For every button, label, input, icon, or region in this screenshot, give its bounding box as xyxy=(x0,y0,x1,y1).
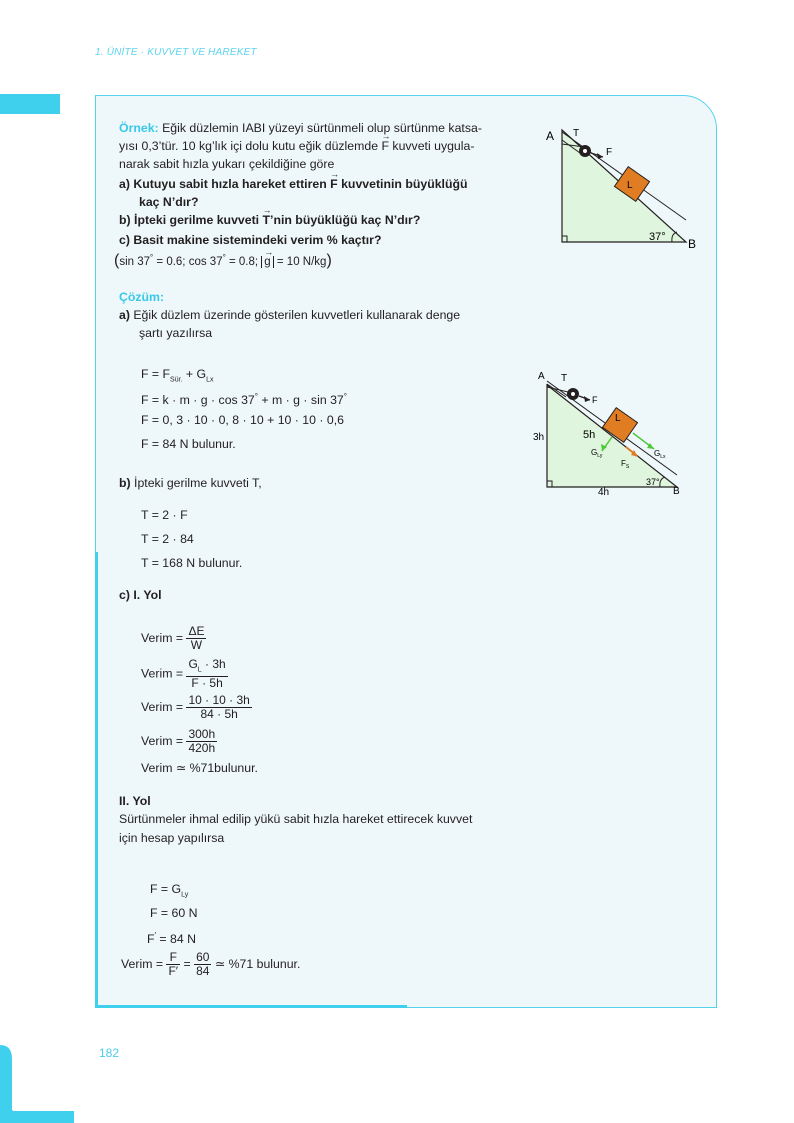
verim-eq-1: Verim = $\frac{\Delta E}{W}$ xyxy=(141,624,205,653)
verim-eq-2: Verim = $\frac{G_L \cdot 3h}{F \cdot 5h}$ xyxy=(141,657,226,691)
question-b: b) İpteki gerilme kuvveti → T’nin büyüklüğü kaç N’dır? xyxy=(119,211,420,229)
svg-text:37°: 37° xyxy=(646,477,660,487)
svg-text:GLx: $G_{Lx}$ xyxy=(654,449,666,460)
yol-2-eq-2: F = 60 N xyxy=(150,906,198,920)
svg-text:5h: 5h xyxy=(583,429,596,441)
solution-label: Çözüm: xyxy=(119,290,165,304)
panel-accent-bar xyxy=(95,552,98,1008)
question-a-line-2: kaç N’dır? xyxy=(139,195,199,209)
yol-2-eq-1: $F = G_{Ly}$ xyxy=(150,882,189,899)
svg-text:L: L xyxy=(615,413,621,424)
svg-text:B: B xyxy=(688,237,697,250)
verim-eq-3: Verim = $\frac{10 \cdot 10 \cdot 3h}{84 \cdot 5h}$ xyxy=(141,693,250,722)
page-corner-marker xyxy=(0,1045,74,1123)
example-line-2: yısı 0,3’tür. 10 kg’lık içi dolu kutu eğik düzlemde → F kuvveti uygula- xyxy=(119,137,474,155)
yol-2-text-1: Sürtünmeler ihmal edilip yükü sabit hızla hareket ettirecek kuvvet xyxy=(119,812,473,826)
svg-text:A: A xyxy=(538,371,545,382)
svg-text:B: B xyxy=(673,486,680,497)
solution-c-heading: c) I. Yol xyxy=(119,588,162,602)
incline-diagram-1 xyxy=(540,120,700,250)
yol-2-text-2: için hesap yapılırsa xyxy=(119,831,225,845)
page-number: 182 xyxy=(99,1046,120,1060)
svg-text:F: F xyxy=(592,395,598,405)
svg-text:T: T xyxy=(573,128,580,139)
question-c: c) Basit makine sistemindeki verim % kaçtır? xyxy=(119,233,382,247)
svg-text:L: L xyxy=(627,180,633,191)
incline-triangle-2 xyxy=(547,385,677,487)
svg-text:4h: 4h xyxy=(598,487,610,498)
svg-text:A: A xyxy=(546,129,555,143)
solution-a-line-1: a) Eğik düzlem üzerinde gösterilen kuvvetleri kullanarak denge xyxy=(119,308,461,322)
yol-2-heading: II. Yol xyxy=(119,794,151,808)
svg-text:3h: 3h xyxy=(533,432,545,443)
verim-result: Verim ≃ %71bulunur. xyxy=(141,761,258,775)
eq-a-1: $F = F_{Sür.} + G_{Lx}$ xyxy=(141,367,214,384)
example-line-1 xyxy=(119,119,482,137)
yol-2-eq-3: F′ = 84 N xyxy=(147,931,197,947)
svg-text:FS: $F_S$ xyxy=(621,459,630,470)
svg-text:37°: 37° xyxy=(649,231,666,243)
eq-a-4: F = 84 N bulunur. xyxy=(141,437,236,451)
question-a: a) Kutuyu sabit hızla hareket ettiren → F kuvvetinin büyüklüğü xyxy=(119,175,468,193)
example-label: Örnek: xyxy=(119,121,159,135)
eq-b-2: T = 2 · 84 xyxy=(141,532,194,546)
svg-text:F: F xyxy=(606,147,613,158)
svg-text:GLy: $G_{Ly}$ xyxy=(591,448,603,459)
solution-b-line: b) İpteki gerilme kuvveti T, xyxy=(119,476,262,490)
example-text-1: Eğik düzlemin IABI yüzeyi sürtünmeli olup sürtünme katsa- xyxy=(162,121,482,135)
eq-b-1: T = 2 · F xyxy=(141,508,188,522)
eq-b-3: T = 168 N bulunur. xyxy=(141,556,243,570)
eq-a-2: F = k · m · g · cos 37° + m · g · sin 37° xyxy=(141,392,347,408)
given-values: (sin 37° = 0.6; cos 37° = 0.8; → g = 10 N/kg) xyxy=(114,249,332,271)
unit-header: 1. ÜNİTE · KUVVET VE HAREKET xyxy=(95,47,257,58)
left-tab-marker xyxy=(0,94,60,114)
example-line-3: narak sabit hızla yukarı çekildiğine göre xyxy=(119,157,335,171)
incline-diagram-2 xyxy=(530,365,700,500)
svg-text:T: T xyxy=(561,373,568,384)
eq-a-3: F = 0, 3 · 10 · 0, 8 · 10 + 10 · 10 · 0,6 xyxy=(141,413,345,427)
solution-a-line-2: şartı yazılırsa xyxy=(139,326,213,340)
yol-2-verim: Verim = $\frac{F}{F'}$ = $\frac{60}{84}$ ≃ %71 bulunur. xyxy=(121,950,301,979)
panel-bottom-bar xyxy=(95,1005,407,1008)
vector-f: → F xyxy=(381,137,389,155)
verim-eq-4: Verim = $\frac{300h}{420h}$ xyxy=(141,727,216,756)
